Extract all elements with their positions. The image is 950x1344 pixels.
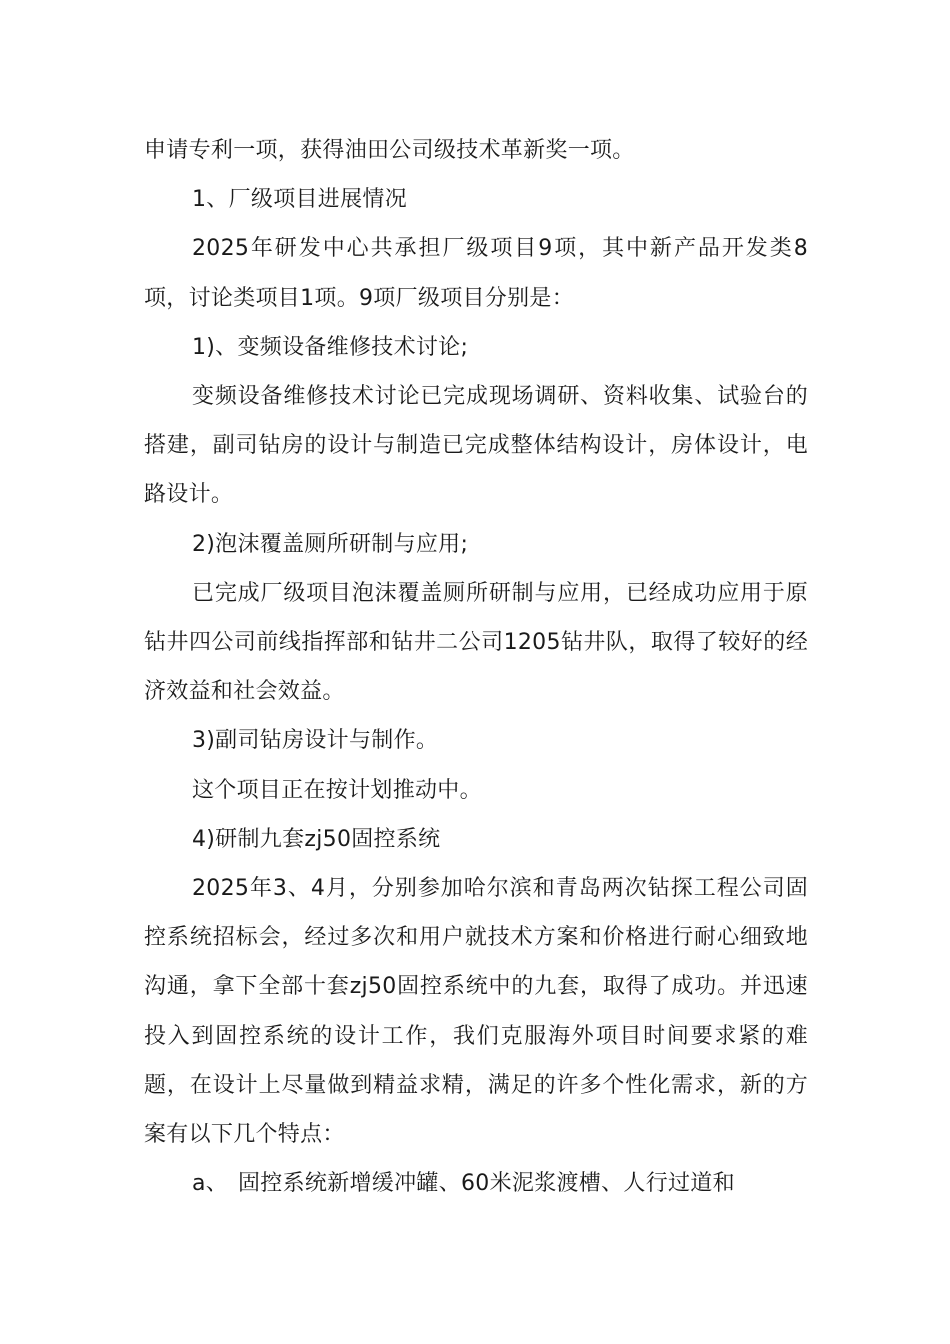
document-body <box>144 126 808 1208</box>
subheading-project-1: 1)、变频设备维修技术讨论; <box>192 334 469 360</box>
paragraph-project-summary: 2025年研发中心共承担厂级项目9项，其中新产品开发类8项，讨论类项目1项。9项厂级项目分别是： <box>144 236 808 311</box>
list-item-text: 固控系统新增缓冲罐、60米泥浆渡槽、人行过道和 <box>238 1171 735 1197</box>
subheading-project-4: 4)研制九套zj50固控系统 <box>192 826 441 852</box>
section-heading-factory-projects: 1、厂级项目进展情况 <box>192 187 407 213</box>
paragraph-project-1: 变频设备维修技术讨论已完成现场调研、资料收集、试验台的搭建，副司钻房的设计与制造已完成整体结构设计，房体设计，电路设计。 <box>144 384 808 508</box>
paragraph-project-2: 已完成厂级项目泡沫覆盖厕所研制与应用，已经成功应用于原钻井四公司前线指挥部和钻井二公司1205钻井队，取得了较好的经济效益和社会效益。 <box>144 580 808 705</box>
list-marker: a、 <box>192 1171 229 1197</box>
paragraph-continuation: 申请专利一项，获得油田公司级技术革新奖一项。 <box>144 138 635 163</box>
subheading-project-3: 3)副司钻房设计与制作。 <box>192 728 439 754</box>
paragraph-project-4: 2025年3、4月，分别参加哈尔滨和青岛两次钻探工程公司固控系统招标会，经过多次和用户就技术方案和价格进行耐心细致地沟通，拿下全部十套zj50固控系统中的九套，取得了成功。并迅速投入到固控系统的设计工作，我们克服海外项目时间要求紧的难题，在设计上尽量做到精益求精，满足的许多个性化需求，新的方案有以下几个特点： <box>144 876 808 1148</box>
subheading-project-2: 2)泡沫覆盖厕所研制与应用; <box>192 531 469 557</box>
list-item-a <box>144 1159 808 1208</box>
paragraph-project-3: 这个项目正在按计划推动中。 <box>192 777 482 803</box>
